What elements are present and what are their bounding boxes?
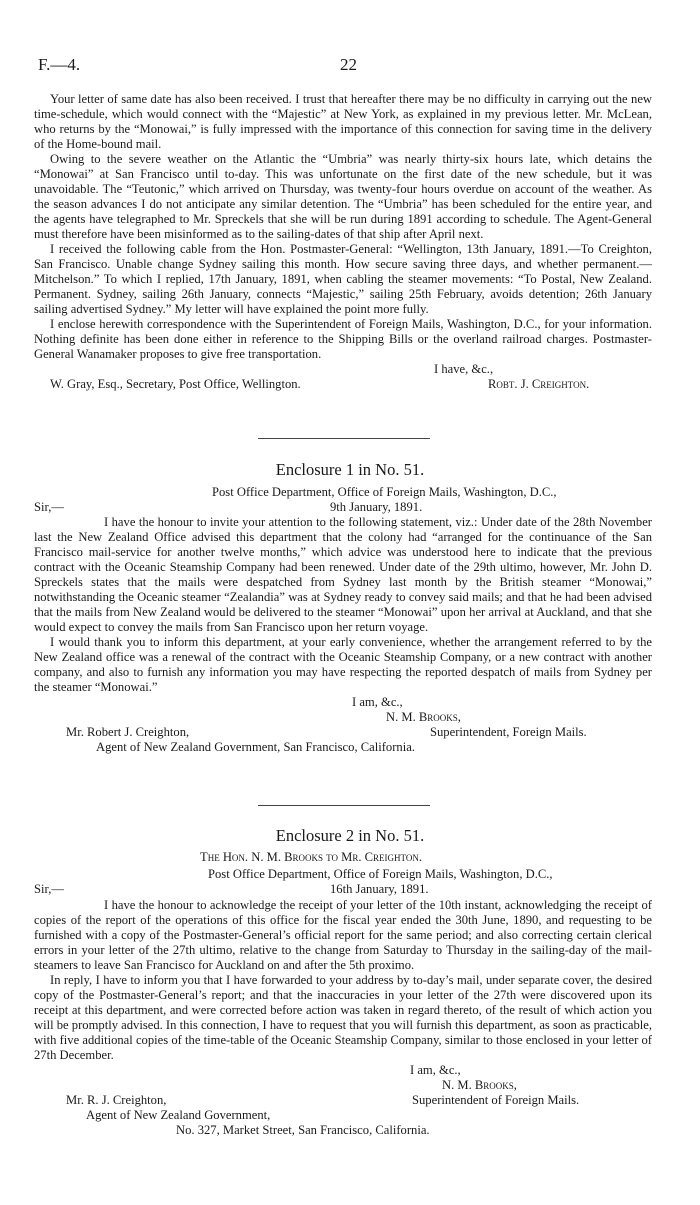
section-divider (258, 805, 430, 806)
enclosure-1-recipient: Mr. Robert J. Creighton, (66, 725, 190, 739)
page-number: 22 (340, 55, 357, 74)
enclosure-2-signer: N. M. Brooks, (442, 1078, 517, 1092)
letter-addressee: W. Gray, Esq., Secretary, Post Office, Wellington. (50, 377, 301, 391)
enclosure-1-paragraph: I have the honour to invite your attention to the following statement, viz.: Under date of the 28th November last the New Zealand Office advised this department that the colony had “arranged for the continuance of the San Francisco mail-service for another twelve months,” which advice was understood here to indicate that the previous contract with the Oceanic Steamship Company had been renewed. Under date of the 29th ultimo, however, Mr. John D. Spreckels states that the mails were despatched from Sydney last month by the British steamer “Monowai,” notwithstanding the Oceanic steamer “Zealandia” was at Sydney ready to convey said mails; and that he had been advised that the mails from New Zealand would be delivered to the steamer “Monowai” upon her arrival at Auckland, and that she would expect to convey the mails from San Francisco upon her return voyage. (34, 515, 652, 634)
enclosure-1-recipient-title: Agent of New Zealand Government, San Francisco, California. (96, 740, 415, 754)
letter-paragraph: I enclose herewith correspondence with the Superintendent of Foreign Mails, Washington, D.C., for your information. Nothing definite has been done either in reference to the Shipping Bills or the overland railroad charges. Postmaster-General Wanamaker proposes to give free transportation. (34, 317, 652, 361)
enclosure-2-paragraph: In reply, I have to inform you that I have forwarded to your address by to-day’s mail, under separate cover, the desired copy of the Postmaster-General’s report; and that the inaccuracies in your letter of the 27th were discovered upon its receipt at this department, and were corrected before action was taken in regard thereto, of the result of which action you will be promptly advised. In this connection, I have to request that you will furnish this department, as soon as practicable, with five additional copies of the time-table of the Oceanic Steamship Company, similar to those enclosed in your letter of 27th December. (34, 973, 652, 1062)
letter-closing-row (34, 362, 652, 377)
enclosure-1-closing: I am, &c., (352, 695, 403, 709)
page-header-reference: F.—4. (38, 55, 81, 74)
enclosure-2-signer-title: Superintendent of Foreign Mails. (412, 1093, 580, 1107)
enclosure-2-closing: I am, &c., (410, 1063, 461, 1077)
enclosure-1-title: Enclosure 1 in No. 51. (275, 460, 425, 479)
enclosure-2-address: Post Office Department, Office of Foreign Mails, Washington, D.C., (208, 867, 553, 881)
enclosure-2-recipient-address: No. 327, Market Street, San Francisco, California. (176, 1123, 430, 1137)
enclosure-1-salutation: Sir,— (34, 500, 64, 514)
letter-paragraph: I received the following cable from the Hon. Postmaster-General: “Wellington, 13th January, 1891.—To Creighton, San Francisco. Unable change Sydney sailing this month. How secure saving three days, and whether permanent.—Mitchelson.” To which I replied, 17th January, 1891, when cabling the steamer movements: “To Postal, New Zealand. Permanent. Sydney, sailing 26th January, connects “Majestic,” sailing 25th February, avoids detention; 26th January sailing advertised Sydney.” My letter will have explained the point more fully. (34, 242, 652, 316)
enclosure-2-salutation: Sir,— (34, 882, 64, 896)
letter-closing: I have, &c., (434, 362, 494, 376)
letter-signature-row (34, 377, 652, 392)
letter-body (34, 92, 652, 392)
enclosure-2-date: 16th January, 1891. (330, 882, 429, 896)
enclosure-2-recipient: Mr. R. J. Creighton, (66, 1093, 167, 1107)
enclosure-2-recipient-title: Agent of New Zealand Government, (86, 1108, 271, 1122)
letter-paragraph: Owing to the severe weather on the Atlantic the “Umbria” was nearly thirty-six hours late, which detains the “Monowai” at San Francisco until to-day. This was unfortunate on the first date of the new schedule, but it was unavoidable. The “Teutonic,” which arrived on Thursday, was twenty-four hours overdue on account of the weather. As the season advances I do not anticipate any similar detention. The “Umbria” has been scheduled for the entire year, and the agents have telegraphed to Mr. Spreckels that she will be run during 1891 according to schedule. The Agent-General must therefore have been misinformed as to the sailing-dates of that ship after April next. (34, 152, 652, 241)
enclosure-1-signer: N. M. Brooks, (386, 710, 461, 724)
section-divider (258, 438, 430, 439)
enclosure-1-date: 9th January, 1891. (330, 500, 423, 514)
enclosure-2-title: Enclosure 2 in No. 51. (275, 826, 425, 845)
enclosure-2-subtitle: The Hon. N. M. Brooks to Mr. Creighton. (200, 850, 423, 864)
letter-signature: Robt. J. Creighton. (488, 377, 590, 391)
letter-paragraph: Your letter of same date has also been received. I trust that hereafter there may be no difficulty in carrying out the new time-schedule, which would connect with the “Majestic” at New York, as explained in my previous letter. Mr. McLean, who returns by the “Monowai,” is fully impressed with the importance of this connection for saving time in the delivery of the Home-bound mail. (34, 92, 652, 151)
enclosure-1-address: Post Office Department, Office of Foreign Mails, Washington, D.C., (212, 485, 557, 499)
enclosure-2-body (34, 898, 652, 1138)
enclosure-2-paragraph: I have the honour to acknowledge the receipt of your letter of the 10th instant, acknowledging the receipt of copies of the report of the operations of this office for the fiscal year ended the 30th June, 1890, and requesting to be furnished with a copy of the Postmaster-General’s official report for the same period; and also correcting certain clerical errors in your letter of the 27th ultimo, relative to the change from Saturday to Thursday in the sailing-day of the mail-steamers to leave San Francisco for Auckland on and after the 5th proximo. (34, 898, 652, 972)
enclosure-1-body (34, 515, 652, 755)
enclosure-1-paragraph: I would thank you to inform this department, at your early convenience, whether the arrangement referred to by the New Zealand office was a renewal of the contract with the Oceanic Steamship Company, or a new contract with another company, and also to furnish any information you may have respecting the reported despatch of mails from Sydney per the steamer “Monowai.” (34, 635, 652, 694)
enclosure-1-signer-title: Superintendent, Foreign Mails. (430, 725, 587, 739)
